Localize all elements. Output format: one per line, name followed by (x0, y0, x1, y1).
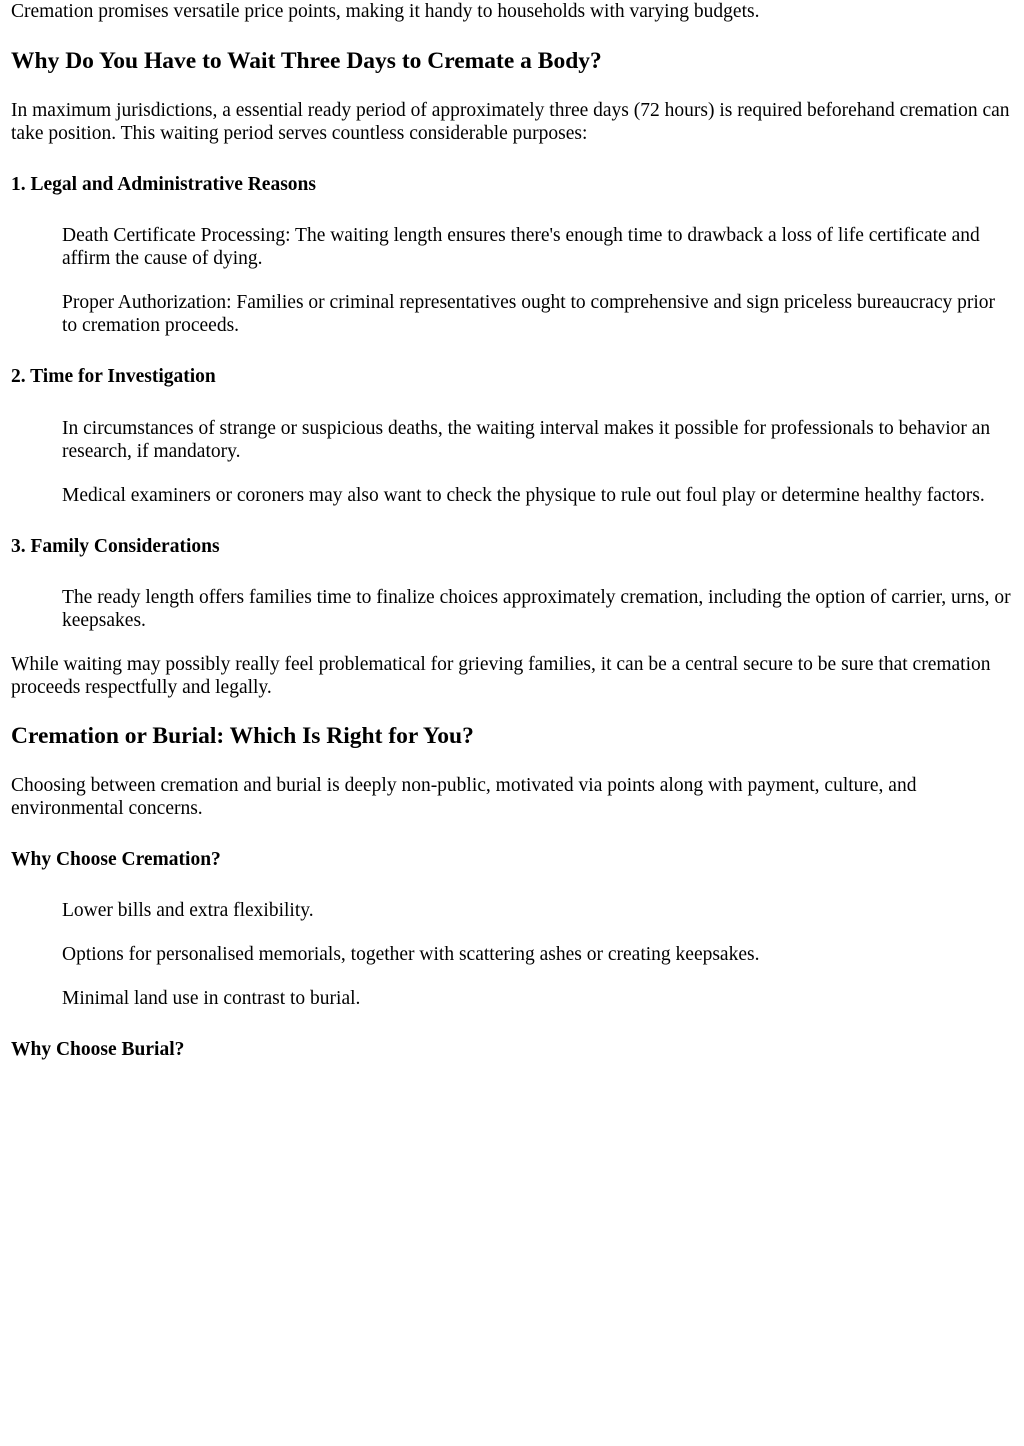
closing-paragraph: While waiting may possibly really feel problematical for grieving families, it can be a central secure to be sure that cremation proceeds respectfully and legally. (11, 654, 991, 698)
choice-paragraph: Choosing between cremation and burial is deeply non-public, motivated via points along with payment, culture, and environmental concerns. (11, 775, 917, 819)
legal-reasons-list (11, 224, 1011, 337)
cremation-item: Options for personalised memorials, together with scattering ashes or creating keepsakes. (62, 944, 760, 965)
heading-investigation: 2. Time for Investigation (11, 366, 216, 387)
cremation-reasons-list (11, 899, 1011, 1010)
heading-cremation-or-burial: Cremation or Burial: Which Is Right for You? (11, 723, 474, 749)
investigation-item: In circumstances of strange or suspicious deaths, the waiting interval makes it possible for professionals to behavior an research, if mandatory. (62, 418, 991, 462)
heading-why-cremation: Why Choose Cremation? (11, 849, 221, 870)
family-list (11, 586, 1011, 632)
cremation-item: Minimal land use in contrast to burial. (62, 988, 361, 1009)
heading-why-burial: Why Choose Burial? (11, 1039, 185, 1060)
intro-paragraph: Cremation promises versatile price points, making it handy to households with varying budgets. (11, 1, 760, 22)
heading-family-considerations: 3. Family Considerations (11, 536, 220, 557)
cremation-item: Lower bills and extra flexibility. (62, 900, 314, 921)
article-body (11, 0, 1011, 1061)
investigation-list (11, 417, 1011, 507)
investigation-item: Medical examiners or coroners may also want to check the physique to rule out foul play or determine healthy factors. (62, 485, 985, 506)
wait-paragraph: In maximum jurisdictions, a essential ready period of approximately three days (72 hours) is required beforehand cremation can take position. This waiting period serves countless considerable purposes: (11, 100, 1010, 144)
heading-wait-three-days: Why Do You Have to Wait Three Days to Cremate a Body? (11, 48, 602, 74)
legal-item: Proper Authorization: Families or criminal representatives ought to comprehensive and sign priceless bureaucracy prior to cremation proceeds. (62, 292, 996, 336)
legal-item: Death Certificate Processing: The waiting length ensures there's enough time to drawback a loss of life certificate and affirm the cause of dying. (62, 225, 980, 269)
heading-legal-reasons: 1. Legal and Administrative Reasons (11, 174, 316, 195)
family-item: The ready length offers families time to finalize choices approximately cremation, including the option of carrier, urns, or keepsakes. (62, 587, 1011, 631)
